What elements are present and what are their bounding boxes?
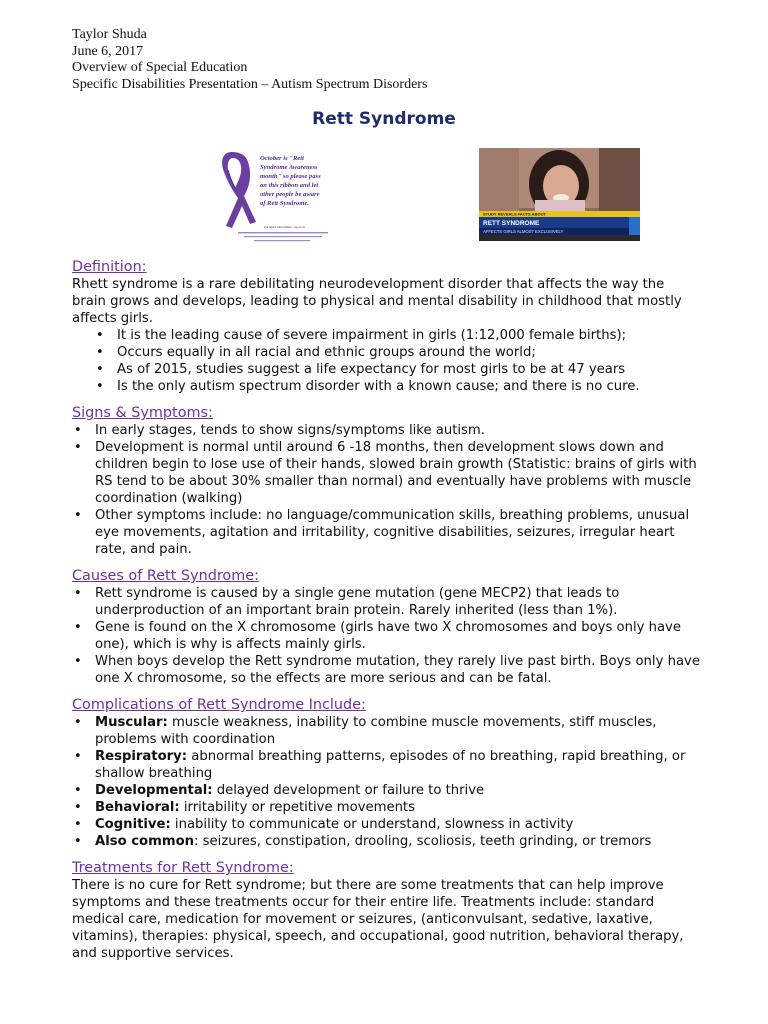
list-item [72,714,702,748]
signs-list [72,422,702,558]
complication-label: Behavioral: [95,800,180,815]
list-item: • Other symptoms include: no language/communication skills, breathing problems, unusual eye movements, agitation and irritability, cognitive disabilities, seizures, irregular heart rate, and pain. [72,507,702,558]
complication-label: Cognitive: [95,817,171,832]
causes-heading: Causes of Rett Syndrome: [72,568,259,584]
purple-ribbon-icon [218,148,336,244]
list-item [72,748,702,782]
complication-label: Muscular: [95,715,168,730]
complications-heading: Complications of Rett Syndrome Include: [72,697,366,713]
list-item: • Development is normal until around 6 -18 months, then development slows down and children begin to lose use of their hands, slowed brain growth (Statistic: brains of girls with RS tend to be about 30% smaller than normal) and eventually have problems with muscle coordination (walking) [72,439,702,507]
awareness-ribbon-image [218,148,336,244]
list-item: • When boys develop the Rett syndrome mutation, they rarely live past birth. Boys only have one X chromosome, so the effects are more serious and can be fatal. [72,653,702,687]
complication-label: Respiratory: [95,749,188,764]
course-name: Overview of Special Education [72,60,248,75]
ribbon-footer-text: For More Information, log on to [264,225,306,229]
list-item: • Occurs equally in all racial and ethnic groups around the world; [72,344,702,361]
complication-label: Also common [95,834,195,849]
list-item: • Gene is found on the X chromosome (girls have two X chromosomes and boys only have one), which is why is affects mainly girls. [72,619,702,653]
complication-text: irritability or repetitive movements [179,800,415,815]
svg-text:October is "Rett Syndr: October is "Rett Syndrome Awareness month" so please pass on this ribbon and let other people be aware of Rett Syndrome. [260,155,321,207]
news-banner-sub: AFFECTS GIRLS ALMOST EXCLUSIVELY [483,229,564,234]
causes-list [72,585,702,687]
complication-text: delayed development or failure to thrive [212,783,485,798]
page-title: Rett Syndrome [312,109,456,129]
list-item: • In early stages, tends to show signs/symptoms like autism. [72,422,702,439]
treatments-heading: Treatments for Rett Syndrome: [72,860,294,876]
complication-text: : seizures, constipation, drooling, scoliosis, teeth grinding, or tremors [194,834,652,849]
list-item [72,782,702,799]
author-name: Taylor Shuda [72,27,147,42]
news-photo [479,148,640,241]
list-item [72,833,702,850]
definition-heading: Definition: [72,259,147,275]
list-item: • Rett syndrome is caused by a single gene mutation (gene MECP2) that leads to underproduction of an important brain protein. Rarely inherited (less than 1%). [72,585,702,619]
list-item: • As of 2015, studies suggest a life expectancy for most girls to be at 47 years [72,361,702,378]
complication-text: inability to communicate or understand, slowness in activity [170,817,574,832]
definition-list [72,327,702,395]
list-item [72,816,702,833]
list-item [72,799,702,816]
list-item: • It is the leading cause of severe impairment in girls (1:12,000 female births); [72,327,702,344]
complications-list [72,714,702,850]
complication-label: Developmental: [95,783,213,798]
document-date: June 6, 2017 [72,43,144,59]
complication-text: abnormal breathing patterns, episodes of no breathing, rapid breathing, or shallow breathing [95,749,686,781]
document-body [72,258,702,962]
signs-heading: Signs & Symptoms: [72,405,213,421]
complication-text: muscle weakness, inability to combine muscle movements, stiff muscles, problems with coordination [95,715,657,747]
presentation-name: Specific Disabilities Presentation – Autism Spectrum Disorders [72,76,428,92]
definition-text: Rhett syndrome is a rare debilitating neurodevelopment disorder that affects the way the brain grows and develops, leading to physical and mental disability in childhood that mostly affects girls. [72,277,682,326]
news-banner-main: RETT SYNDROME [483,220,540,227]
list-item: • Is the only autism spectrum disorder with a known cause; and there is no cure. [72,378,702,395]
document-header [72,27,427,93]
treatments-text: There is no cure for Rett syndrome; but there are some treatments that can help improve symptoms and these treatments occur for their entire life. Treatments include: standard medical care, medication for movement or seizures, (anticonvulsant, sedative, laxative, vitamins), therapies: physical, speech, and occupational, good nutrition, behavioral therapy, and supportive services. [72,878,684,961]
news-banner-top: STUDY REVEALS FACTS ABOUT [483,211,546,217]
